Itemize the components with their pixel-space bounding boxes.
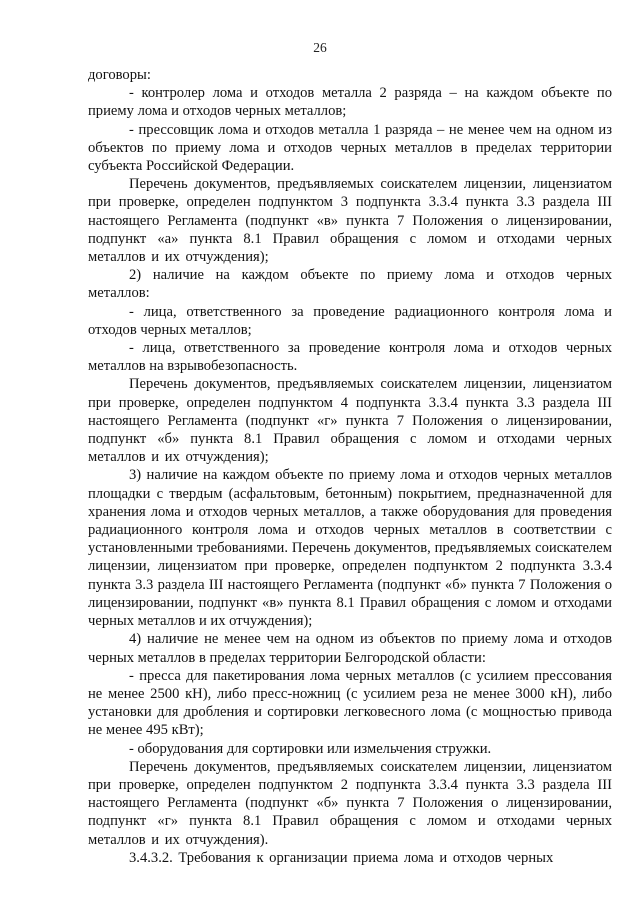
paragraph-press-requirement: - пресса для пакетирования лома черных металлов (с усилием прессования не менее 2500 кН), либо пресс-ножниц (с усилием реза не менее 3000 кН), либо установки для дробления и сортировки легковесного лома (с мощностью привода не менее 495 кВт); — [88, 667, 612, 739]
paragraph-radiation-control-person: - лица, ответственного за проведение радиационного контроля лома и отходов черных металлов; — [88, 303, 612, 338]
paragraph-explosion-safety-person: - лица, ответственного за проведение контроля лома и отходов черных металлов на взрывобезопасность. — [88, 340, 612, 375]
paragraph-scrap-controller: - контролер лома и отходов металла 2 разряда – на каждом объекте по приему лома и отходов черных металлов; — [88, 85, 612, 120]
paragraph-documents-list-1: Перечень документов, предъявляемых соискателем лицензии, лицензиатом при проверке, определен подпунктом 3 подпункта 3.3.4 пункта 3.3 раздела III настоящего Регламента (подпункт «в» пункта 7 Положения о лицензировании, подпункт «а» пункта 8.1 Правил обращения с ломом и отходами черных металлов и их отчуждения); — [88, 176, 612, 266]
paragraph-documents-list-3: Перечень документов, предъявляемых соискателем лицензии, лицензиатом при проверке, определен подпунктом 2 подпункта 3.3.4 пункта 3.3 раздела III настоящего Регламента (подпункт «б» пункта 7 Положения о лицензировании, подпункт «г» пункта 8.1 Правил обращения с ломом и отходами черных металлов и их отчуждения). — [88, 758, 612, 848]
paragraph-item-2: 2) наличие на каждом объекте по приему лома и отходов черных металлов: — [88, 267, 612, 302]
document-body — [88, 66, 612, 867]
paragraph-documents-list-2: Перечень документов, предъявляемых соискателем лицензии, лицензиатом при проверке, определен подпунктом 4 подпункта 3.3.4 пункта 3.3 раздела III настоящего Регламента (подпункт «г» пункта 7 Положения о лицензировании, подпункт «б» пункта 8.1 Правил обращения с ломом и отходами черных металлов и их отчуждения); — [88, 376, 612, 466]
paragraph-chip-equipment: - оборудования для сортировки или измельчения стружки. — [129, 740, 492, 757]
paragraph-contracts-tail: договоры: — [88, 67, 151, 83]
paragraph-item-4: 4) наличие не менее чем на одном из объектов по приему лома и отходов черных металлов в пределах территории Белгородской области: — [88, 631, 612, 666]
paragraph-section-3-4-3-2: 3.4.3.2. Требования к организации приема лома и отходов черных — [129, 849, 554, 866]
page-number: 26 — [313, 40, 327, 55]
paragraph-item-3: 3) наличие на каждом объекте по приему лома и отходов черных металлов площадки с твердым (асфальтовым, бетонным) покрытием, предназначенной для хранения лома и отходов черных металлов, а также оборудования для проведения радиационного контроля лома и отходов черных металлов в соответствии с установленными требованиями. Перечень документов, предъявляемых соискателем лицензии, лицензиатом при проверке, определен подпунктом 2 подпункта 3.3.4 пункта 3.3 раздела III настоящего Регламента (подпункт «б» пункта 7 Положения о лицензировании, подпункт «в» пункта 8.1 Правил обращения с ломом и отходами черных металлов и их отчуждения); — [88, 467, 612, 630]
paragraph-scrap-presser: - прессовщик лома и отходов металла 1 разряда – не менее чем на одном из объектов по приему лома и отходов черных металлов в пределах территории субъекта Российской Федерации. — [88, 121, 612, 175]
